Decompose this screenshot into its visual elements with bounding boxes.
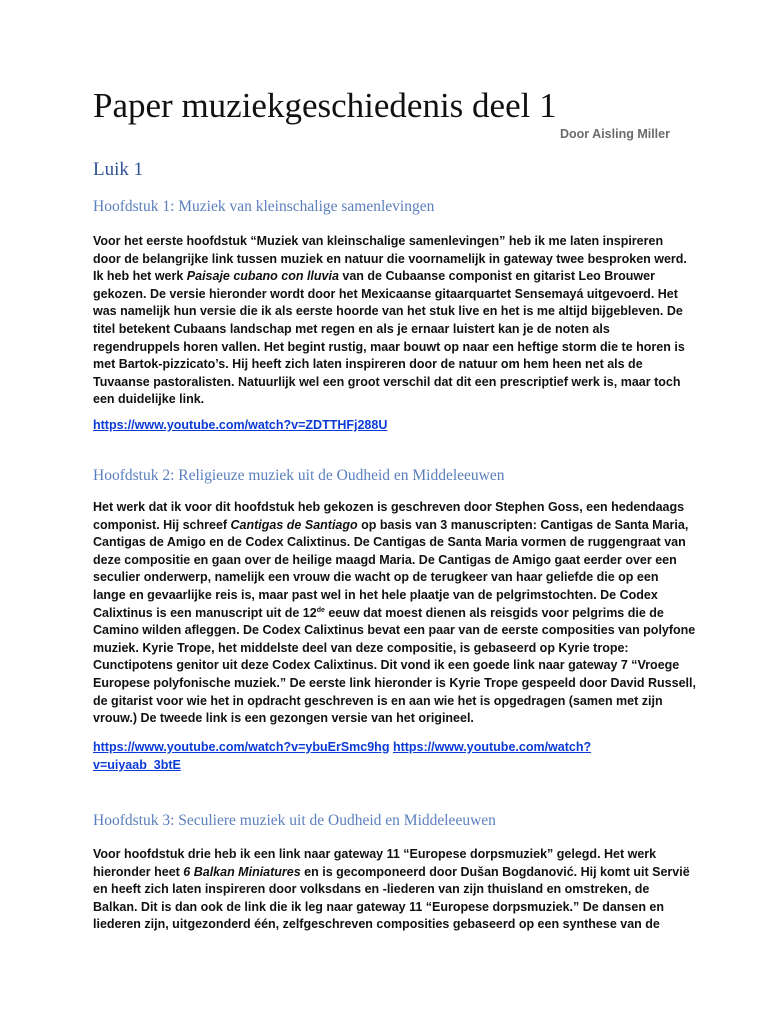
paragraph-line: Cunctipotens genitor uit deze Codex Calixtinus. Dit vond ik een goede link naar gateway 7 “Vroege	[93, 658, 680, 673]
paragraph-line: lange en gevaarlijke reis is, maar past wel in het hele plaatje van de pelgrimstochten. De Codex	[93, 587, 658, 602]
paragraph-line: componist. Hij schreef Cantigas de Santiago op basis van 3 manuscripten: Cantigas de Santa Maria,	[93, 517, 689, 532]
paragraph-line: was namelijk hun versie die ik als eerste hoorde van het stuk live en het is me altijd bijgebleven. De	[93, 304, 683, 319]
paragraph-line: deze compositie en gaan over de heilige maagd Maria. De Cantigas de Amigo gaat eerder over een	[93, 552, 677, 567]
chapter-1-paragraph	[93, 233, 687, 409]
paragraph-line: titel betekent Cubaans landschap met regen en als je ernaar luistert kan je de noten als	[93, 321, 610, 336]
youtube-link-1[interactable]: https://www.youtube.com/watch?v=ybuErSmc9hg	[93, 740, 390, 754]
paragraph-line: de gitarist voor wie het in opdracht geschreven is en aan wie het is opgedragen (samen met zijn	[93, 693, 663, 708]
chapter-3-paragraph	[93, 846, 690, 934]
part-heading: Luik 1	[93, 159, 144, 180]
paragraph-line: een duidelijke link.	[93, 392, 205, 407]
paragraph-line: Calixtinus is een manuscript uit de 12de eeuw dat moest dienen als reisgids voor pelgrims die de	[93, 605, 664, 620]
work-title: 6 Balkan Miniatures	[183, 864, 301, 879]
paragraph-line: door de belangrijke link tussen muziek en natuur die voornamelijk in gateway twee besproken werd.	[93, 251, 687, 266]
paragraph-line: muziek. Kyrie Trope, het middelste deel van deze compositie, is gebaseerd op Kyrie trope:	[93, 640, 629, 655]
paragraph-line: Camino wilden afleggen. De Codex Calixtinus bevat een paar van de eerste composities van polyfone	[93, 623, 696, 638]
paragraph-line: vrouw.) De tweede link is een gezongen versie van het origineel.	[93, 711, 474, 726]
paragraph-line: Tuvaanse pastoralisten. Natuurlijk wel een groot verschil dat dit een prescriptief werk is, maar toch	[93, 374, 681, 389]
work-title: Paisaje cubano con lluvia	[186, 269, 339, 284]
paragraph-line: seculier onderwerp, namelijk een vrouw die wacht op de terugkeer van haar geliefde die op een	[93, 570, 659, 585]
chapter-1-links	[93, 417, 387, 435]
paragraph-line: Voor het eerste hoofdstuk “Muziek van kleinschalige samenlevingen” heb ik me laten inspireren	[93, 234, 664, 248]
youtube-link-2-continued[interactable]: v=uiyaab_3btE	[93, 757, 181, 772]
chapter-2-links	[93, 739, 591, 774]
paragraph-line: Het werk dat ik voor dit hoofdstuk heb gekozen is geschreven door Stephen Goss, een hedendaags	[93, 500, 685, 514]
chapter-2-paragraph	[93, 499, 696, 728]
youtube-link-2[interactable]: https://www.youtube.com/watch?	[392, 740, 592, 754]
ordinal-suffix: de	[316, 606, 325, 614]
paragraph-line: Europese polyfonische muziek.” De eerste link hieronder is Kyrie Trope gespeeld door David Russell,	[93, 675, 696, 690]
work-title: Cantigas de Santiago	[230, 517, 358, 532]
paragraph-line: Balkan. Dit is dan ook de link die ik leg naar gateway 11 “Europese dorpsmuziek.” De dansen en	[93, 899, 665, 914]
paragraph-line: hieronder heet 6 Balkan Miniatures en is gecomponeerd door Dušan Bogdanović. Hij komt uit Servië	[93, 864, 690, 879]
paragraph-line: Ik heb het werk Paisaje cubano con lluvia van de Cubaanse componist en gitarist Leo Brouwer	[93, 269, 655, 284]
document-title: Paper muziekgeschiedenis deel 1	[93, 86, 557, 125]
paragraph-line: liederen zijn, uitgezonderd één, zelfgeschreven composities gebaseerd op een synthese van de	[93, 917, 660, 932]
paragraph-line: regendruppels horen vallen. Het begint rustig, maar bouwt op naar een heftige storm die te horen is	[93, 339, 685, 354]
paragraph-line: gekozen. De versie hieronder wordt door het Mexicaanse gitaarquartet Sensemayá uitgevoerd. Het	[93, 286, 678, 301]
chapter-3-heading: Hoofdstuk 3: Seculiere muziek uit de Oudheid en Middeleeuwen	[93, 812, 496, 829]
paragraph-line: met Bartok-pizzicato’s. Hij heeft zich laten inspireren door de natuur om hem heen net als de	[93, 357, 643, 372]
paragraph-line: en heeft zich laten inspireren door volksdans en -liederen van zijn thuisland en omstreken, de	[93, 882, 650, 897]
chapter-1-heading: Hoofdstuk 1: Muziek van kleinschalige samenlevingen	[93, 198, 435, 215]
paragraph-line: Cantigas de Amigo en de Codex Calixtinus. De Cantigas de Santa Maria vormen de ruggengraat van	[93, 535, 686, 550]
chapter-2-heading: Hoofdstuk 2: Religieuze muziek uit de Oudheid en Middeleeuwen	[93, 467, 505, 484]
author-line: Door Aisling Miller	[560, 127, 670, 141]
youtube-link[interactable]: https://www.youtube.com/watch?v=ZDTTHFj288U	[93, 418, 388, 432]
paragraph-line: Voor hoofdstuk drie heb ik een link naar gateway 11 “Europese dorpsmuziek” gelegd. Het werk	[93, 847, 657, 861]
